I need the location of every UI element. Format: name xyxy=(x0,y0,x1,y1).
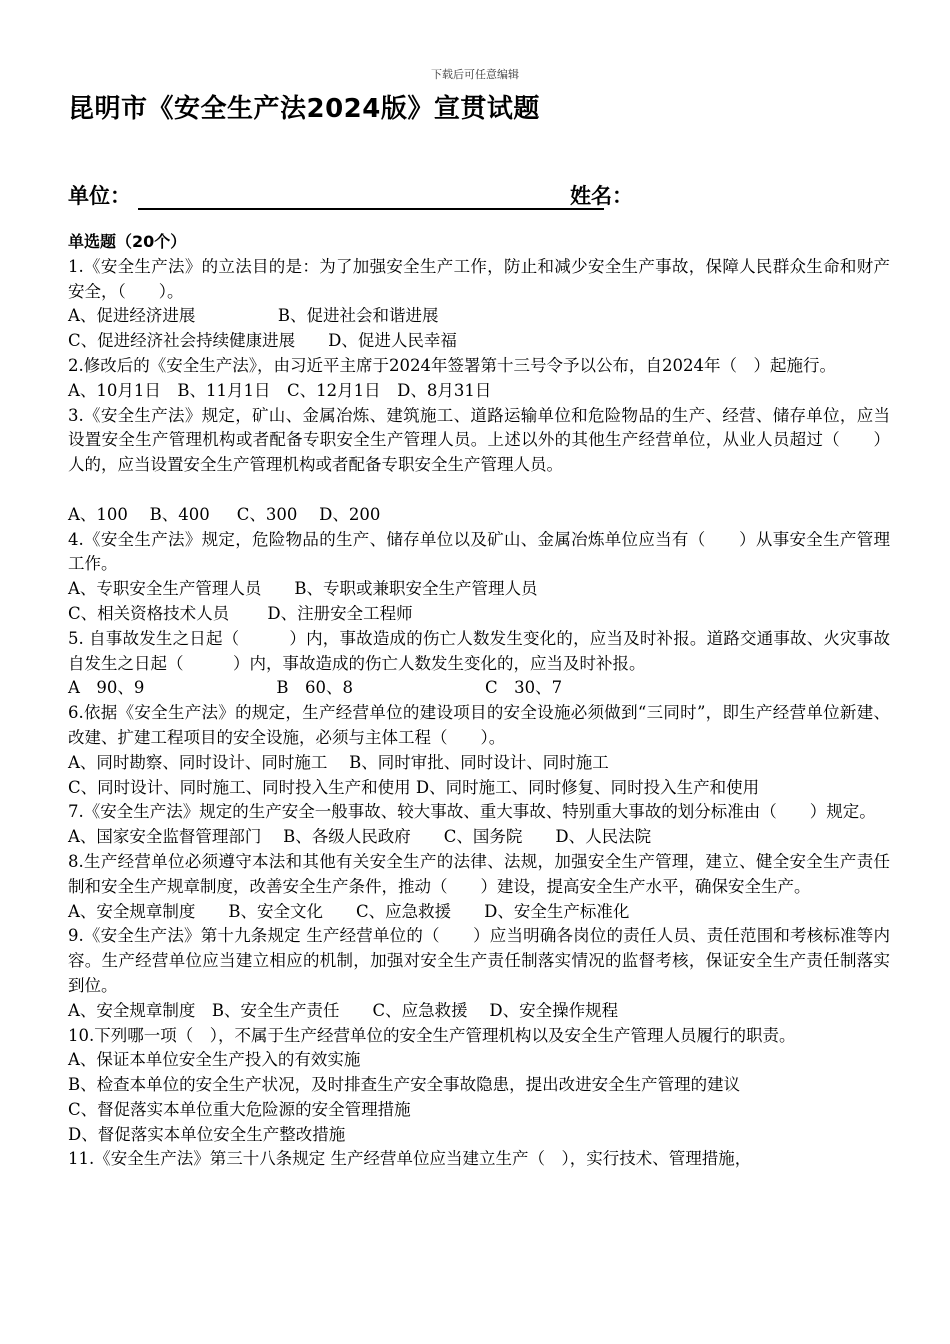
question-text: 1.《安全生产法》的立法目的是：为了加强安全生产工作，防止和减少安全生产事故，保障人民群众生命和财产安全，（ ）。 xyxy=(68,256,890,301)
question-body xyxy=(68,230,890,1172)
question-options: A、安全规章制度 B、安全文化 C、应急救援 D、安全生产标准化 xyxy=(68,901,630,921)
question-text: 4.《安全生产法》规定，危险物品的生产、储存单位以及矿山、金属冶炼单位应当有（ ）从事安全生产管理工作。 xyxy=(68,529,890,574)
document-title: 昆明市《安全生产法2024版》宣贯试题 xyxy=(68,94,540,124)
question-text: 10.下列哪一项（ ），不属于生产经营单位的安全生产管理机构以及安全生产管理人员履行的职责。 xyxy=(68,1025,796,1045)
question-text: 9.《安全生产法》第十九条规定 生产经营单位的（ ）应当明确各岗位的责任人员、责任范围和考核标准等内容。生产经营单位应当建立相应的机制，加强对安全生产责任制落实情况的监督考核，保证安全生产责任制落实到位。 xyxy=(68,926,890,995)
question-options: C、督促落实本单位重大危险源的安全管理措施 xyxy=(68,1099,411,1119)
question-text: 8.生产经营单位必须遵守本法和其他有关安全生产的法律、法规，加强安全生产管理，建立、健全安全生产责任制和安全生产规章制度，改善安全生产条件，推动（ ）建设，提高安全生产水平，确保安全生产。 xyxy=(68,851,890,896)
unit-fill-line xyxy=(138,208,604,210)
question-text: 3.《安全生产法》规定，矿山、金属冶炼、建筑施工、道路运输单位和危险物品的生产、经营、储存单位，应当设置安全生产管理机构或者配备专职安全生产管理人员。上述以外的其他生产经营单位，从业人员超过（ ）人的，应当设置安全生产管理机构或者配备专职安全生产管理人员。 xyxy=(68,405,890,475)
question-options: C、同时设计、同时施工、同时投入生产和使用 D、同时施工、同时修复、同时投入生产和使用 xyxy=(68,777,760,797)
question-text: 2.修改后的《安全生产法》，由习近平主席于2024年签署第十三号令予以公布，自2024年（ ）起施行。 xyxy=(68,355,836,375)
question-options: A 90、9 B 60、8 C 30、7 xyxy=(68,678,563,698)
question-text: 6.依据《安全生产法》的规定，生产经营单位的建设项目的安全设施必须做到“三同时”，即生产经营单位新建、改建、扩建工程项目的安全设施，必须与主体工程（ ）。 xyxy=(68,703,890,747)
section-title: 单选题（20个） xyxy=(68,232,187,251)
question-options: C、相关资格技术人员 D、注册安全工程师 xyxy=(68,603,413,623)
question-options: A、保证本单位安全生产投入的有效实施 xyxy=(68,1050,361,1070)
question-options: A、同时勘察、同时设计、同时施工 B、同时审批、同时设计、同时施工 xyxy=(68,752,609,772)
form-fields xyxy=(68,178,888,212)
question-options: A、国家安全监督管理部门 B、各级人民政府 C、国务院 D、人民法院 xyxy=(68,827,652,847)
question-options: A、100 B、400 C、300 D、200 xyxy=(68,504,381,524)
unit-label: 单位： xyxy=(68,184,131,208)
question-options: C、促进经济社会持续健康进展 D、促进人民幸福 xyxy=(68,331,457,351)
question-text: 11.《安全生产法》第三十八条规定 生产经营单位应当建立生产（ ），实行技术、管理措施， xyxy=(68,1149,752,1169)
question-text: 5. 自事故发生之日起（ ）内，事故造成的伤亡人数发生变化的，应当及时补报。道路交通事故、火灾事故自发生之日起（ ）内，事故造成的伤亡人数发生变化的，应当及时补报。 xyxy=(68,628,890,673)
blank-line xyxy=(68,478,890,503)
question-options: A、10月1日 B、11月1日 C、12月1日 D、8月31日 xyxy=(68,380,492,400)
question-text: 7.《安全生产法》规定的生产安全一般事故、较大事故、重大事故、特别重大事故的划分标准由（ ）规定。 xyxy=(68,802,876,822)
header-note: 下载后可任意编辑 xyxy=(431,68,519,81)
question-options: D、督促落实本单位安全生产整改措施 xyxy=(68,1124,346,1144)
question-options: B、检查本单位的安全生产状况，及时排查生产安全事故隐患，提出改进安全生产管理的建议 xyxy=(68,1075,741,1095)
question-options: A、促进经济进展 B、促进社会和谐进展 xyxy=(68,306,439,326)
question-options: A、专职安全生产管理人员 B、专职或兼职安全生产管理人员 xyxy=(68,579,538,599)
question-options: A、安全规章制度 B、安全生产责任 C、应急救援 D、安全操作规程 xyxy=(68,1000,619,1020)
name-label: 姓名： xyxy=(570,184,633,208)
